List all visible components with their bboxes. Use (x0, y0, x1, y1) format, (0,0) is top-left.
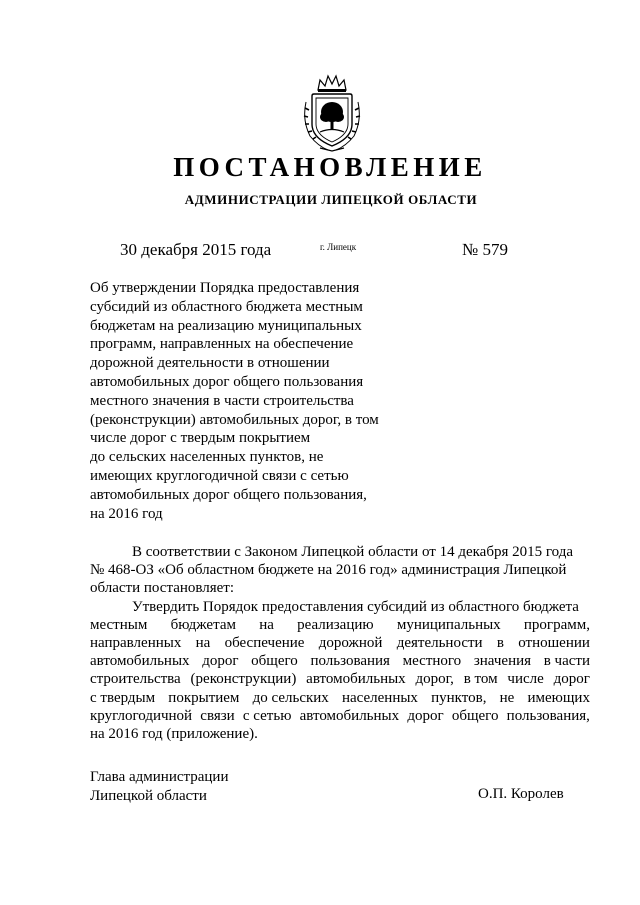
body-line-justified (90, 634, 590, 652)
body-word: не (499, 689, 515, 706)
body-line: области постановляет: (90, 580, 235, 597)
body-word: с твердым (90, 689, 156, 706)
body-word: пользования, (506, 707, 590, 724)
body-word: дорог (202, 653, 239, 670)
body-word: в том (463, 671, 498, 688)
body-word: местного (402, 653, 462, 670)
body-word: с сетью (242, 707, 292, 724)
document-body (90, 543, 590, 743)
subject-line: программ, направленных на обеспечение (90, 336, 354, 353)
body-line: Утвердить Порядок предоставления субсидий из областного бюджета (132, 598, 579, 615)
coat-of-arms-emblem (298, 72, 366, 152)
body-word: в части (543, 653, 590, 670)
body-word: до сельских (252, 689, 329, 706)
subject-line: субсидий из областного бюджета местным (90, 298, 363, 315)
body-word: круглогодичной (90, 707, 193, 724)
body-word: автомобильных (90, 653, 190, 670)
subject-line: на 2016 год (90, 505, 163, 522)
body-word: имеющих (527, 689, 590, 706)
document-subtitle: АДМИНИСТРАЦИИ ЛИПЕЦКОЙ ОБЛАСТИ (184, 192, 478, 207)
body-word: дорог (553, 671, 590, 688)
subject-line: имеющих круглогодичной связи с сетью (90, 467, 349, 484)
document-number: № 579 (462, 240, 508, 259)
body-line: на 2016 год (приложение). (90, 726, 258, 743)
body-word: деятельности (396, 635, 483, 652)
body-word: на (195, 635, 211, 652)
body-word: общего (451, 707, 499, 724)
body-line: № 468-ОЗ «Об областном бюджете на 2016 год» администрация Липецкой (90, 562, 567, 579)
signatory-name: О.П. Королев (478, 786, 564, 802)
body-line: В соответствии с Законом Липецкой области от 14 декабря 2015 года (132, 544, 573, 560)
body-word: в (496, 635, 504, 652)
document-title: ПОСТАНОВЛЕНИЕ (173, 152, 487, 182)
subject-line: бюджетам на реализацию муниципальных (90, 317, 362, 334)
document-subject (90, 279, 410, 523)
subject-line: числе дорог с твердым покрытием (90, 430, 311, 447)
body-line-justified (90, 652, 590, 670)
body-word: направленных (90, 635, 182, 652)
body-word: местным (90, 616, 148, 633)
body-word: на (259, 616, 274, 633)
body-word: дорог, (415, 671, 454, 688)
body-word: отношении (518, 635, 590, 652)
body-word: автомобильных (306, 671, 406, 688)
signatory-region: Липецкой области (90, 787, 207, 804)
body-word: значения (473, 653, 532, 670)
subject-line: местного значения в части строительства (90, 392, 354, 409)
subject-line: автомобильных дорог общего пользования (90, 373, 364, 390)
body-word: автомобильных (299, 707, 400, 724)
body-line-justified (90, 689, 590, 707)
body-word: общего (251, 653, 298, 670)
body-line-justified (90, 616, 590, 634)
body-word: бюджетам (170, 616, 236, 633)
subject-line: до сельских населенных пунктов, не (90, 449, 324, 466)
body-word: строительства (90, 671, 181, 688)
body-line-justified (90, 670, 590, 688)
body-word: муниципальных (396, 616, 501, 633)
body-word: дорог (407, 707, 444, 724)
body-word: дорожной (318, 635, 383, 652)
body-word: покрытием (168, 689, 240, 706)
body-line-justified (90, 707, 590, 725)
body-word: пользования (310, 653, 390, 670)
document-date: 30 декабря 2015 года (120, 240, 272, 259)
signatory-position: Глава администрации (90, 769, 229, 785)
body-word: пунктов, (431, 689, 487, 706)
body-word: населенных (341, 689, 418, 706)
body-word: (реконструкции) (190, 671, 297, 688)
subject-line: (реконструкции) автомобильных дорог, в том (90, 411, 379, 428)
subject-line: Об утверждении Порядка предоставления (90, 280, 360, 296)
document-city: г. Липецк (320, 242, 357, 252)
subject-line: автомобильных дорог общего пользования, (90, 486, 367, 503)
subject-line: дорожной деятельности в отношении (90, 355, 330, 372)
body-word: числе (507, 671, 544, 688)
body-word: связи (200, 707, 235, 724)
body-word: реализацию (297, 616, 374, 633)
body-word: программ, (523, 616, 590, 633)
body-word: обеспечение (224, 635, 305, 652)
